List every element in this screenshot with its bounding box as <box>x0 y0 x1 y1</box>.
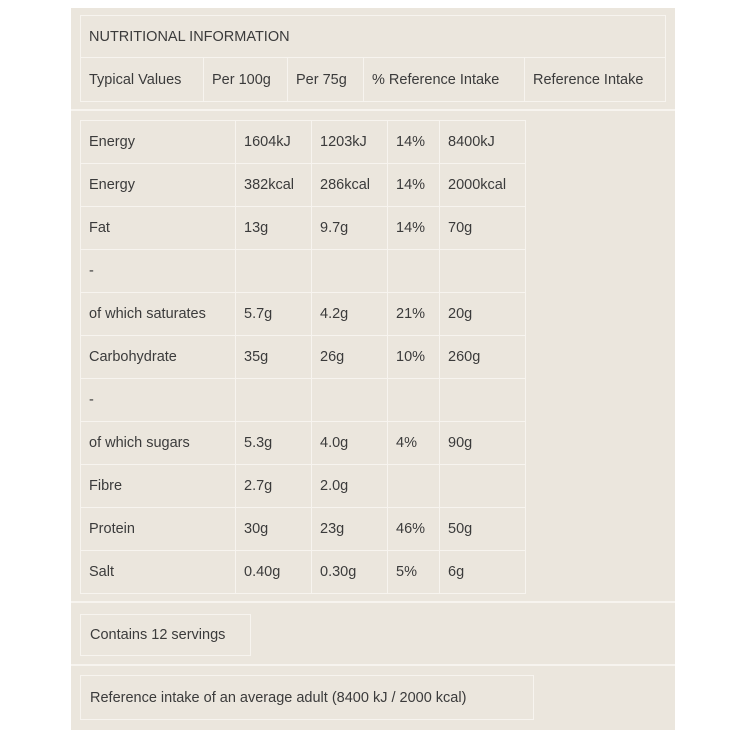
table-row <box>81 465 526 508</box>
nutrient-name-cell: Protein <box>81 508 236 551</box>
value-cell: 70g <box>440 207 526 250</box>
table-title: NUTRITIONAL INFORMATION <box>81 16 666 58</box>
value-cell <box>312 379 388 422</box>
nutrient-name-cell: Salt <box>81 551 236 594</box>
nutrient-name-cell: of which sugars <box>81 422 236 465</box>
divider <box>71 109 675 111</box>
header-cell: Typical Values <box>81 58 204 102</box>
value-cell: 14% <box>388 121 440 164</box>
value-cell <box>388 379 440 422</box>
servings-note: Contains 12 servings <box>80 614 251 656</box>
reference-intake-note: Reference intake of an average adult (8400 kJ / 2000 kcal) <box>80 675 534 720</box>
value-cell <box>236 250 312 293</box>
value-cell: 35g <box>236 336 312 379</box>
nutrition-panel <box>71 8 675 730</box>
value-cell: 260g <box>440 336 526 379</box>
value-cell: 2000kcal <box>440 164 526 207</box>
table-row <box>81 508 526 551</box>
header-table <box>80 15 666 102</box>
value-cell: 1604kJ <box>236 121 312 164</box>
value-cell <box>440 250 526 293</box>
nutrient-name-cell: of which saturates <box>81 293 236 336</box>
value-cell: 13g <box>236 207 312 250</box>
nutrient-name-cell: Fat <box>81 207 236 250</box>
value-cell: 5.3g <box>236 422 312 465</box>
value-cell: 4.2g <box>312 293 388 336</box>
value-cell: 26g <box>312 336 388 379</box>
value-cell: 14% <box>388 164 440 207</box>
divider <box>71 664 675 666</box>
table-row <box>81 379 526 422</box>
nutrient-name-cell: Carbohydrate <box>81 336 236 379</box>
divider <box>71 601 675 603</box>
header-row <box>81 58 666 102</box>
value-cell: 90g <box>440 422 526 465</box>
value-cell <box>388 250 440 293</box>
value-cell: 286kcal <box>312 164 388 207</box>
value-cell <box>388 465 440 508</box>
value-cell: 5% <box>388 551 440 594</box>
nutrient-name-cell: - <box>81 250 236 293</box>
header-cell: Per 100g <box>204 58 288 102</box>
value-cell: 46% <box>388 508 440 551</box>
value-cell: 23g <box>312 508 388 551</box>
value-cell: 4.0g <box>312 422 388 465</box>
nutrient-name-cell: Fibre <box>81 465 236 508</box>
table-row <box>81 207 526 250</box>
value-cell <box>236 379 312 422</box>
value-cell: 50g <box>440 508 526 551</box>
value-cell <box>312 250 388 293</box>
value-cell: 2.0g <box>312 465 388 508</box>
value-cell: 10% <box>388 336 440 379</box>
value-cell: 0.40g <box>236 551 312 594</box>
nutrient-name-cell: - <box>81 379 236 422</box>
value-cell: 6g <box>440 551 526 594</box>
value-cell: 5.7g <box>236 293 312 336</box>
table-row <box>81 121 526 164</box>
value-cell: 21% <box>388 293 440 336</box>
value-cell: 2.7g <box>236 465 312 508</box>
value-cell <box>440 465 526 508</box>
nutrition-table <box>80 120 526 594</box>
table-row <box>81 164 526 207</box>
table-row <box>81 293 526 336</box>
table-row <box>81 422 526 465</box>
table-row <box>81 551 526 594</box>
value-cell: 20g <box>440 293 526 336</box>
value-cell: 8400kJ <box>440 121 526 164</box>
value-cell: 0.30g <box>312 551 388 594</box>
value-cell <box>440 379 526 422</box>
table-row <box>81 250 526 293</box>
value-cell: 382kcal <box>236 164 312 207</box>
nutrient-name-cell: Energy <box>81 164 236 207</box>
nutrient-name-cell: Energy <box>81 121 236 164</box>
value-cell: 9.7g <box>312 207 388 250</box>
value-cell: 4% <box>388 422 440 465</box>
value-cell: 14% <box>388 207 440 250</box>
header-cell: % Reference Intake <box>364 58 525 102</box>
header-cell: Reference Intake <box>525 58 666 102</box>
value-cell: 30g <box>236 508 312 551</box>
header-cell: Per 75g <box>288 58 364 102</box>
value-cell: 1203kJ <box>312 121 388 164</box>
table-row <box>81 336 526 379</box>
